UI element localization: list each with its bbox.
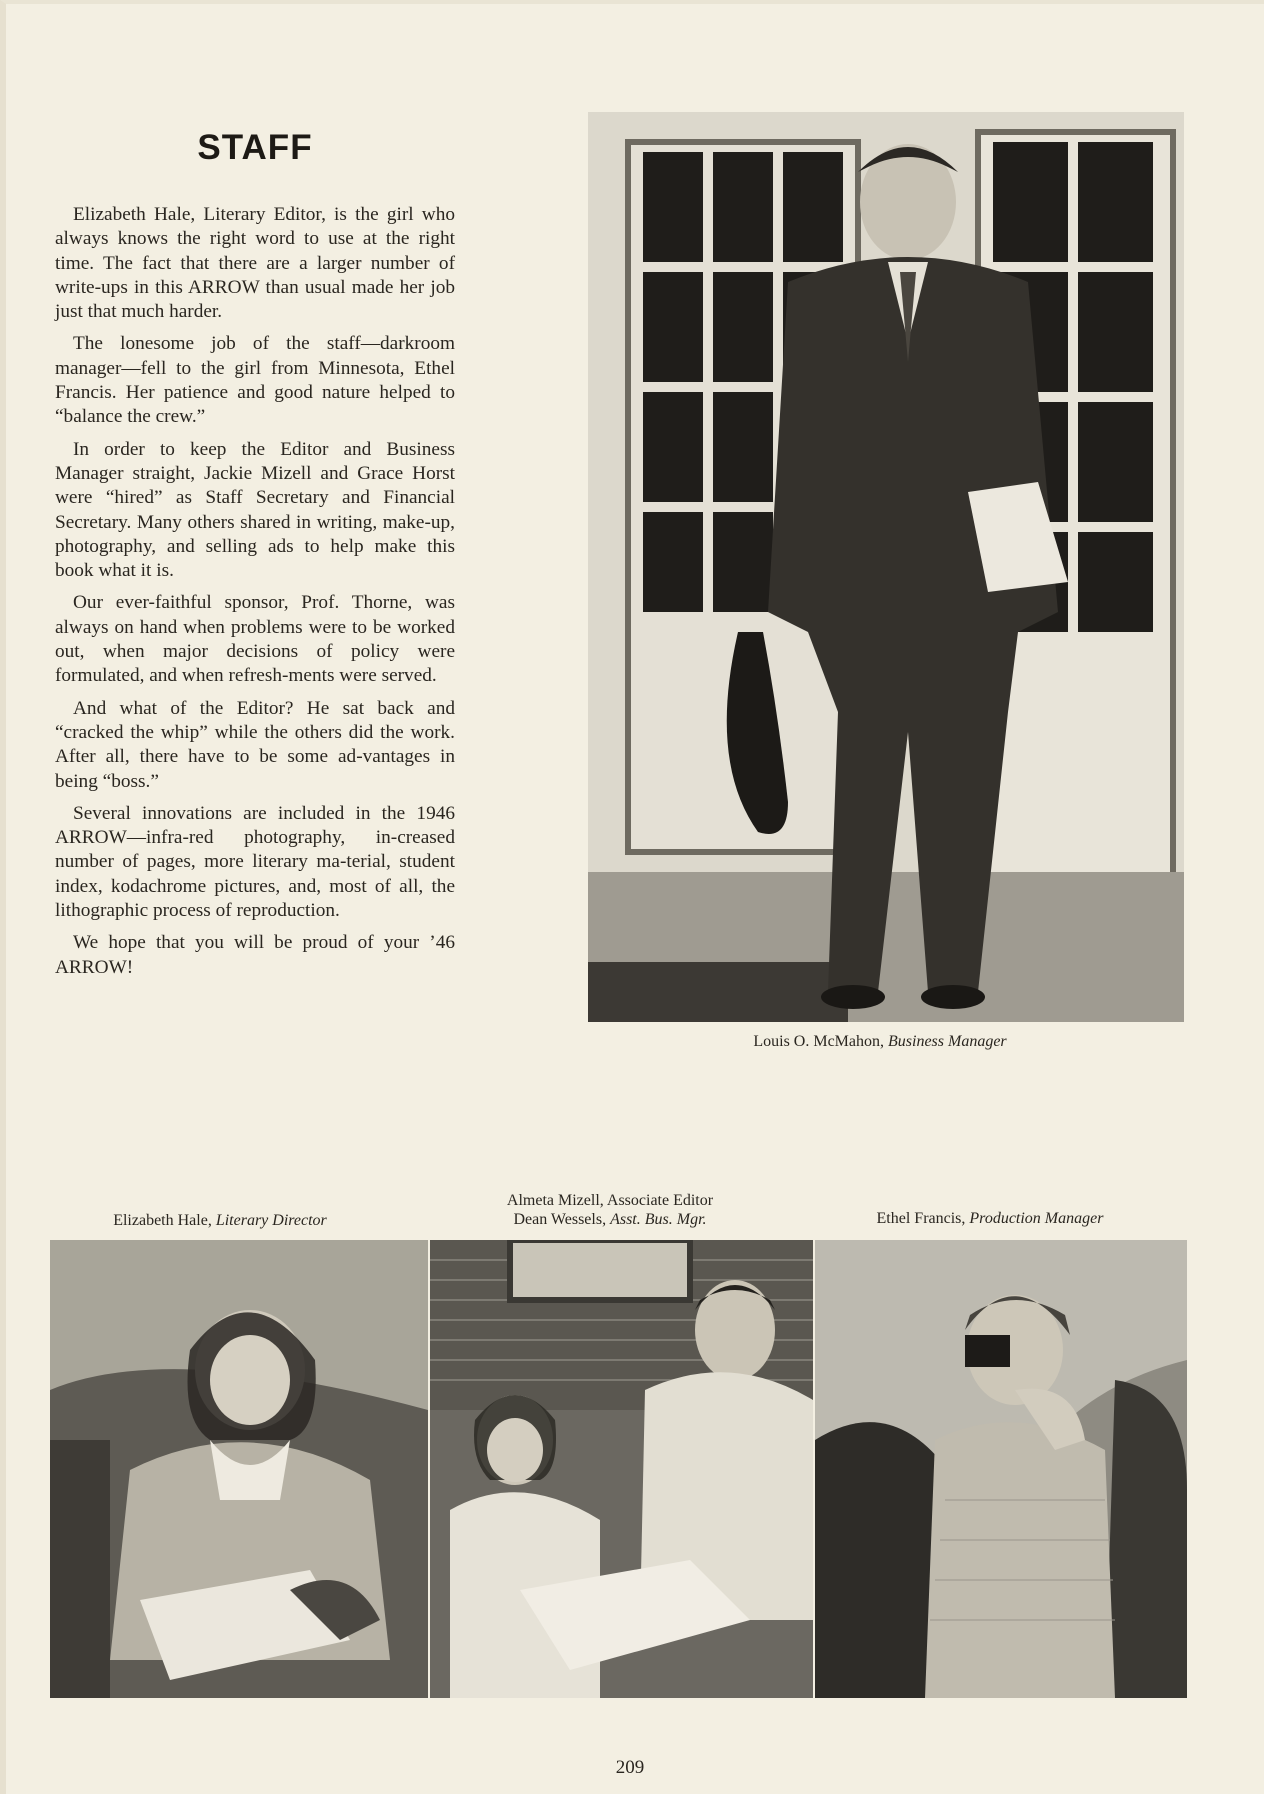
paragraph-5: And what of the Editor? He sat back and “cracked the whip” while the others did the work. After all, there have to be some ad-vantages in being “boss.” [55, 697, 455, 792]
caption-name: Ethel Francis, [876, 1210, 970, 1227]
page-title: STAFF [197, 128, 313, 167]
paragraph-7: We hope that you will be proud of your ’46 ARROW! [55, 932, 455, 978]
paragraph-6: Several innovations are included in the 1946 ARROW—infra-red photography, in-creased number of pages, more literary ma-terial, student index, kodachrome pictures, and, most of all, the lithographic process of reproduction. [55, 802, 455, 922]
caption-associate-editor [440, 1191, 780, 1229]
caption-role: Asst. Bus. Mgr. [610, 1211, 707, 1228]
caption-line-2 [440, 1210, 780, 1229]
article-body [55, 203, 455, 988]
caption-production-manager [830, 1209, 1150, 1228]
caption-business-manager [650, 1032, 1110, 1051]
photo-production-manager [815, 1240, 1187, 1698]
caption-name: Dean Wessels, [513, 1211, 611, 1228]
paragraph-1: Elizabeth Hale, Literary Editor, is the girl who always knows the right word to use at the right time. The fact that there are a larger number of write-ups in this ARROW than usual made her job just that much harder. [55, 204, 455, 323]
photo-associate-editor [430, 1240, 813, 1698]
paragraph-2: The lonesome job of the staff—darkroom manager—fell to the girl from Minnesota, Ethel Francis. Her patience and good nature helped to “balance the crew.” [55, 333, 455, 428]
caption-name: Louis O. McMahon, [753, 1033, 888, 1050]
paragraph-3: In order to keep the Editor and Business Manager straight, Jackie Mizell and Grace Horst were “hired” as Staff Secretary and Financial Secretary. Many others shared in writing, make-up, photography, and selling ads to help make this book what it is. [55, 438, 455, 582]
caption-line-1: Almeta Mizell, Associate Editor [506, 1192, 714, 1209]
photo-business-manager [588, 112, 1184, 1022]
caption-role: Literary Director [215, 1212, 327, 1229]
caption-literary-director [60, 1211, 380, 1230]
caption-role: Business Manager [888, 1033, 1007, 1050]
paragraph-4: Our ever-faithful sponsor, Prof. Thorne, was always on hand when problems were to be worked out, when major decisions of policy were formulated, and when refresh-ments were served. [55, 592, 455, 687]
photo-literary-director [50, 1240, 428, 1698]
caption-name: Elizabeth Hale, [113, 1212, 216, 1229]
page-number: 209 [615, 1757, 645, 1778]
caption-role: Production Manager [969, 1210, 1104, 1227]
